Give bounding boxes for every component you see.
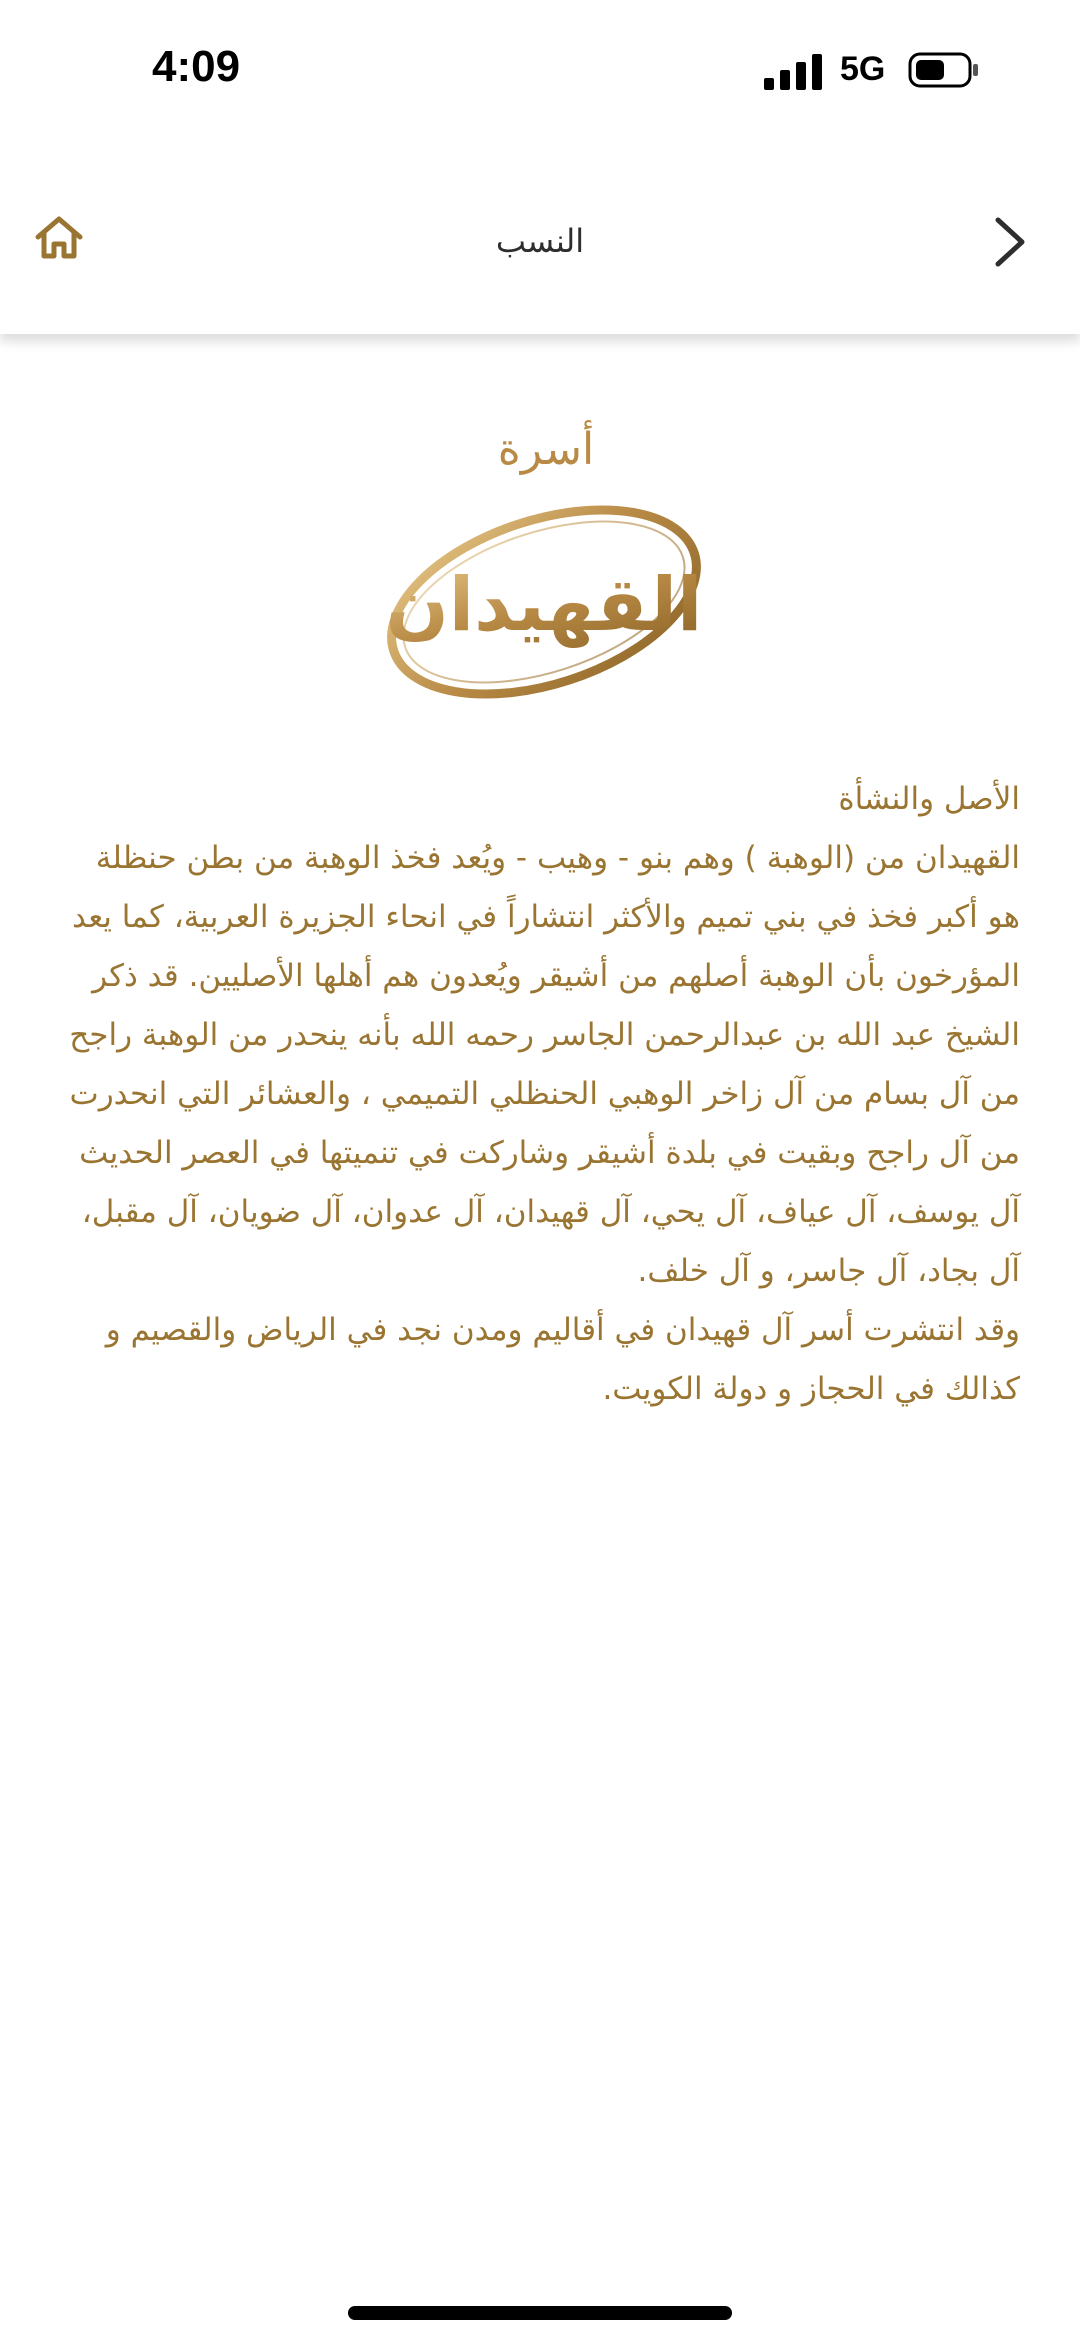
- lineage-content: [62, 770, 1020, 1419]
- page-title: النسب: [495, 222, 585, 260]
- logo-small-text: أسرة: [497, 424, 595, 475]
- family-logo: [376, 402, 714, 718]
- home-indicator[interactable]: [348, 2306, 732, 2320]
- battery-icon: [908, 52, 980, 88]
- signal-bars-icon: [764, 54, 826, 90]
- network-type: 5G: [840, 50, 886, 88]
- status-time: 4:09: [152, 42, 241, 91]
- app-header: [0, 140, 1080, 334]
- home-icon[interactable]: [34, 214, 84, 260]
- section-heading: الأصل والنشأة: [838, 781, 1020, 817]
- logo-large-text: القهيدان: [385, 562, 703, 648]
- paragraph-spread: وقد انتشرت أسر آل قهيدان في أقاليم ومدن نجد في الرياض والقصيم و كذالك في الحجاز و دولة الكويت.: [105, 1312, 1020, 1407]
- status-bar: [0, 0, 1080, 140]
- paragraph-origin: القهيدان من (الوهبة ) وهم بنو - وهيب - ويُعد فخذ الوهبة من بطن حنظلة هو أكبر فخذ في بني تميم والأكثر انتشاراً في انحاء الجزيرة العربية، كما يعد المؤرخون بأن الوهبة أصلهم من أشيقر ويُعدون هم أهلها الأصليين. قد ذكر الشيخ عبد الله بن عبدالرحمن الجاسر رحمه الله بأنه ينحدر من الوهبة راجح من آل بسام من آل زاخر الوهبي الحنظلي التميمي ، والعشائر التي انحدرت من آل راجح وبقيت في بلدة أشيقر وشاركت في تنميتها في العصر الحديث آل يوسف، آل عياف، آل يحي، آل قهيدان، آل عدوان، آل ضويان، آل مقبل، آل بجاد، آل جاسر، و آل خلف.: [69, 840, 1020, 1289]
- chevron-right-icon[interactable]: [992, 216, 1028, 268]
